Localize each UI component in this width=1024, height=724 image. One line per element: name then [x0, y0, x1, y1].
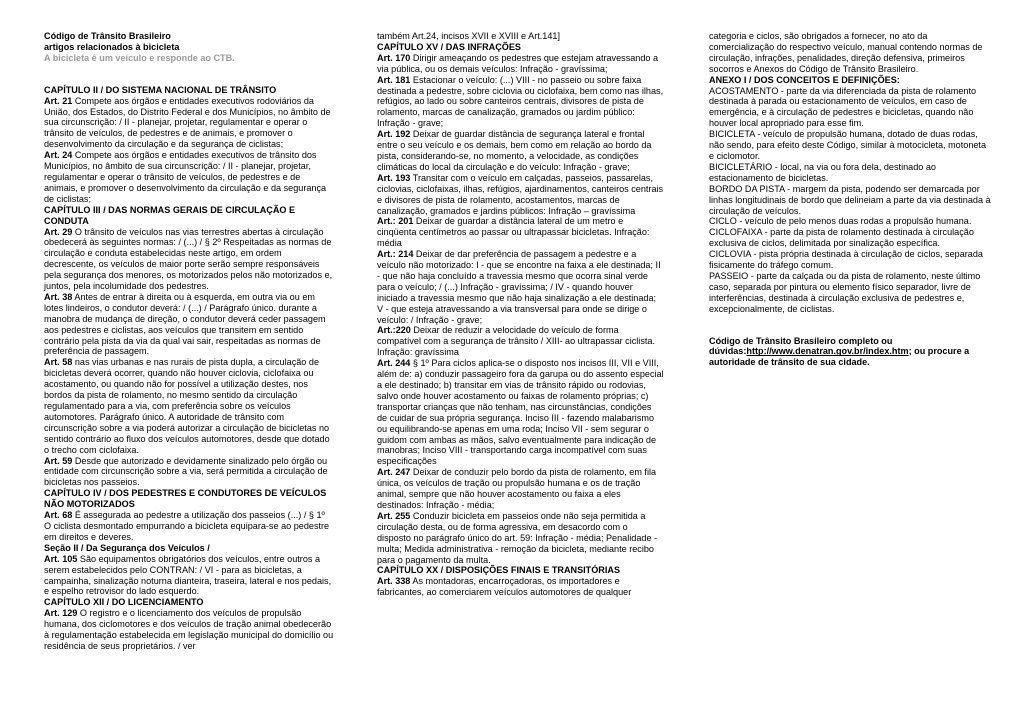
article-24 [44, 150, 334, 205]
article-label: Art. 181 [377, 74, 411, 85]
article-text: § 1º Para ciclos aplica-se o disposto nos incisos III, VII e VIII, além de: a) conduzir passageiro fora da garupa ou do assento especial a ele destinado; b) transitar em vias de trânsito rápido ou rodovias, salvo onde houver acostamento ou faixas de rolamento próprias; c) transportar crianças que não tenham, nas circunstâncias, condições de cuidar de sua própria segurança. Inciso III - fazendo malabarismo ou equilibrando-se apenas em uma roda; Inciso VII - sem segurar o guidom com ambas as mãos, salvo eventualmente para indicação de manobras; Inciso VIII - transportando carga incompatível com suas especificações [377, 358, 664, 467]
article-58 [44, 357, 334, 455]
article-247 [377, 467, 664, 511]
article-text: Antes de entrar à direita ou à esquerda, em outra via ou em lotes lindeiros, o condutor deverá: / (...) / Parágrafo único. durante a manobra de mudança de direção, o condutor deverá ceder passagem aos pedestres e ciclistas, aos veículos que transitem em sentido contrário pela pista da via da qual vai sair, respeitadas as normas de preferência de passagem. [44, 291, 326, 357]
article-text: O registro e o licenciamento dos veículos de propulsão humana, dos ciclomotores e dos veículos de tração animal obedecerão à regulamentação estabelecida em legislação municipal do domicílio ou residência de seus proprietários. / ver [44, 608, 334, 651]
article-label: Art.: 201 [377, 216, 414, 227]
article-181 [377, 75, 664, 130]
article-text: nas vias urbanas e nas rurais de pista dupla, a circulação de bicicletas deverá ocorrer, quando não houver ciclovia, ciclofaixa ou acostamento, ou quando não for possível a utilização destes, nos bordos da pista de rolamento, no mesmo sentido da circulação regulamentado para a via, com preferência sobre os veículos automotores. Parágrafo único. A autoridade de trânsito com circunscrição sobre a via poderá autorizar a circulação de bicicletas no sentido contrário ao fluxo dos veículos automotores, desde que dotado o trecho com ciclofaixa. [44, 357, 330, 455]
article-label: Art. 192 [377, 129, 411, 140]
chapter-heading-4: CAPÍTULO IV / DOS PEDESTRES E CONDUTORES DE VEÍCULOS NÃO MOTORIZADOS [44, 488, 327, 510]
article-label: Art. 68 [44, 510, 73, 521]
article-label: Art. 338 [377, 576, 411, 587]
document-subtitle: artigos relacionados à bicicleta [44, 41, 180, 52]
article-label: Art. 38 [44, 291, 73, 302]
article-text: Estacionar o veículo: (...) VIII - no passeio ou sobre faixa destinada a pedestre, sobre ciclovia ou ciclofaixa, bem como nas ilhas, refúgios, ao lado ou sobre canteiros centrais, divisores de pista de rolamento, marcas de canalização, gramados ou jardim público: Infração - grave; [377, 74, 664, 129]
article-text: Transitar com o veículo em calçadas, passeios, passarelas, ciclovias, ciclofaixas, ilhas, refúgios, ajardinamentos, canteiros centrais e divisores de pista de rolamento, acostamentos, marcas de canalização, gramados e jardins públicos: Infração – gravíssima [377, 172, 664, 216]
definition-ciclo: CICLO - veículo de pelo menos duas rodas a propulsão humana. [709, 216, 972, 227]
article-label: Art. 59 [44, 455, 73, 466]
column-3 [709, 31, 991, 368]
article-text: Compete aos órgãos e entidades executivos de trânsito dos Municípios, no âmbito de sua circunscrição: / II - planejar, projetar, regulamentar e operar o trânsito de veículos, de pedestres e de animais, e promover o desenvolvimento da circulação e da segurança de ciclistas; [44, 150, 327, 204]
article-201 [377, 216, 664, 249]
article-label: Art.: 214 [377, 249, 414, 260]
chapter-heading-3: CAPÍTULO III / DAS NORMAS GERAIS DE CIRCULAÇÃO E CONDUTA [44, 204, 296, 226]
closing-note-prefix: Código de Trânsito Brasileiro completo ou dúvidas: [709, 335, 893, 357]
article-text: É assegurada ao pedestre a utilização dos passeios (...) / § 1º O ciclista desmontado empurrando a bicicleta equipara-se ao pedestre em direitos e deveres. [44, 510, 330, 542]
article-text: Deixar de conduzir pelo bordo da pista de rolamento, em fila única, os veículos de tração ou propulsão humana e os de tração animal, sempre que não houver acostamento ou faixa a eles destinados: Infração - média; [377, 467, 657, 510]
definition-bordo-da-pista: BORDO DA PISTA - margem da pista, podendo ser demarcada por linhas longitudinais de bordo que delineiam a parte da via destinada à circulação de veículos. [709, 183, 991, 216]
article-text: Deixar de guardar a distância lateral de um metro e cinqüenta centímetros ao passar ou ultrapassar bicicletas. Infração: média [377, 216, 650, 249]
article-255 [377, 511, 664, 566]
article-244 [377, 358, 664, 467]
article-label: Art. 170 [377, 52, 411, 63]
continued-text: também Art.24, incisos XVII e XVIII e Art.141] [377, 31, 560, 41]
article-text: As montadoras, encarroçadoras, os importadores e fabricantes, ao comerciarem veículos automotores de qualquer [377, 576, 632, 598]
document-title: Código de Trânsito Brasileiro [44, 31, 171, 41]
column-2 [377, 31, 664, 598]
article-192 [377, 129, 664, 173]
section-heading-2: Seção II / Da Segurança dos Veículos / [44, 542, 210, 553]
article-label: Art. 193 [377, 172, 411, 183]
article-label: Art. 24 [44, 150, 73, 161]
article-59 [44, 456, 334, 489]
chapter-heading-15: CAPÍTULO XV / DAS INFRAÇÕES [377, 41, 521, 52]
article-label: Art. 255 [377, 510, 411, 521]
article-text: Deixar de reduzir a velocidade do veículo de forma compatível com a segurança de trânsito / XIII- ao ultrapassar ciclista. Infração: gravíssima [377, 325, 655, 358]
article-label: Art. 244 [377, 358, 411, 369]
article-214 [377, 249, 664, 325]
article-label: Art.:220 [377, 325, 411, 336]
definition-bicicleta: BICICLETA - veículo de propulsão humana, dotado de duas rodas, não sendo, para efeito deste Código, similar à motocicleta, motoneta e ciclomotor. [709, 129, 987, 161]
document-tagline: A bicicleta é um veículo e responde ao CTB. [44, 52, 235, 63]
article-label: Art. 58 [44, 357, 73, 368]
article-29 [44, 227, 334, 292]
definition-ciclofaixa: CICLOFAIXA - parte da pista de rolamento destinada à circulação exclusiva de ciclos, delimitada por sinalização específica. [709, 227, 974, 249]
article-text: O trânsito de veículos nas vias terrestres abertas à circulação obedecerá às seguintes normas: / (...) / § 2º Respeitadas as normas de circulação e conduta estabelecidas neste artigo, em ordem decrescente, os veículos de maior porte serão sempre responsáveis pela segurança dos menores, os motorizados pelos não motorizados e, juntos, pela incolumidade dos pedestres. [44, 226, 333, 292]
article-129 [44, 608, 334, 652]
definition-acostamento: ACOSTAMENTO - parte da via diferenciada da pista de rolamento destinada à parada ou estacionamento de veículos, em caso de emergência, e à circulação de pedestres e bicicletas, quando não houver local apropriado para esse fim. [709, 85, 977, 129]
article-text: Conduzir bicicleta em passeios onde não seja permitida a circulação desta, ou de forma agressiva, em desacordo com o disposto no parágrafo único do art. 59: Infração - média; Penalidade - multa; Medida administrativa - remoção da bicicleta, mediante recibo para o pagamento da multa. [377, 510, 658, 565]
article-text: Deixar de dar preferência de passagem a pedestre e a veículo não motorizado: I - que se encontre na faixa a ele destinada; II - que não haja concluído a travessia mesmo que ocorra sinal verde para o veículo; / (...) Infração - gravíssima; / IV - quando houver iniciado a travessia mesmo que não haja sinalização a ele destinada; V - que esteja atravessando a via transversal para onde se dirige o veículo: / Infração - grave; [377, 249, 661, 325]
column-1 [44, 31, 334, 652]
denatran-link[interactable]: http://www.denatran.gov.br/index.htm [746, 346, 909, 357]
chapter-heading-2: CAPÍTULO II / DO SISTEMA NACIONAL DE TRÂNSITO [44, 84, 277, 95]
article-21 [44, 96, 334, 151]
annex-heading: ANEXO I / DOS CONCEITOS E DEFINIÇÕES: [709, 74, 900, 85]
article-text: Deixar de guardar distância de segurança lateral e frontal entre o seu veículo e os demais, bem como em relação ao bordo da pista, considerando-se, no momento, a velocidade, as condições climáticas do local da circulação e do veículo: Infração - grave; [377, 129, 652, 172]
article-38 [44, 292, 334, 357]
article-label: Art. 247 [377, 467, 411, 478]
chapter-heading-20: CAPÍTULO XX / DISPOSIÇÕES FINAIS E TRANSITÓRIAS [377, 565, 621, 576]
article-label: Art. 105 [44, 553, 78, 564]
article-label: Art. 129 [44, 608, 78, 619]
article-220 [377, 325, 664, 358]
article-338 [377, 576, 664, 598]
chapter-heading-12: CAPÍTULO XII / DO LICENCIAMENTO [44, 597, 204, 608]
definition-ciclovia: CICLOVIA - pista própria destinada à circulação de ciclos, separada fisicamente do tráfego comum. [709, 249, 983, 271]
article-text: Compete aos órgãos e entidades executivos rodoviários da União, dos Estados, do Distrito Federal e dos Municípios, no âmbito de sua circunscrição: / II - planejar, projetar, regulamentar e operar o trânsito de veículos, de pedestres e de animais, e promover o desenvolvimento da circulação e da segurança de ciclistas; [44, 95, 331, 150]
closing-note [709, 336, 991, 369]
article-68 [44, 510, 334, 543]
continued-text: categoria e ciclos, são obrigados a fornecer, no ato da comercialização do respectivo veículo, manual contendo normas de circulação, infrações, penalidades, direção defensiva, primeiros socorros e Anexos do Código de Trânsito Brasileiro. [709, 31, 983, 74]
article-text: Dirigir ameaçando os pedestres que estejam atravessando a via pública, ou os demais veículos: Infração - gravíssima; [377, 52, 659, 74]
article-label: Art. 21 [44, 95, 73, 106]
definition-bicicletario: BICICLETÁRIO - local, na via ou fora dela, destinado ao estacionamento de bicicletas. [709, 161, 936, 183]
article-text: São equipamentos obrigatórios dos veículos, entre outros a serem estabelecidos pelo CONTRAN: / VI - para as bicicletas, a campainha, sinalização noturna dianteira, traseira, lateral e nos pedais, e espelho retrovisor do lado esquerdo. [44, 553, 332, 597]
article-label: Art. 29 [44, 226, 73, 237]
article-193 [377, 173, 664, 217]
article-170 [377, 53, 664, 75]
article-105 [44, 554, 334, 598]
closing-note-suffix: ; ou procure a autoridade de trânsito de sua cidade. [709, 346, 970, 368]
definition-passeio: PASSEIO - parte da calçada ou da pista de rolamento, neste último caso, separada por pintura ou elemento físico separador, livre de interferências, destinada à circulação exclusiva de pedestres e, excepcionalmente, de ciclistas. [709, 270, 981, 314]
article-text: Desde que autorizado e devidamente sinalizado pelo órgão ou entidade com circunscrição sobre a via, será permitida a circulação de bicicletas nos passeios. [44, 455, 328, 488]
